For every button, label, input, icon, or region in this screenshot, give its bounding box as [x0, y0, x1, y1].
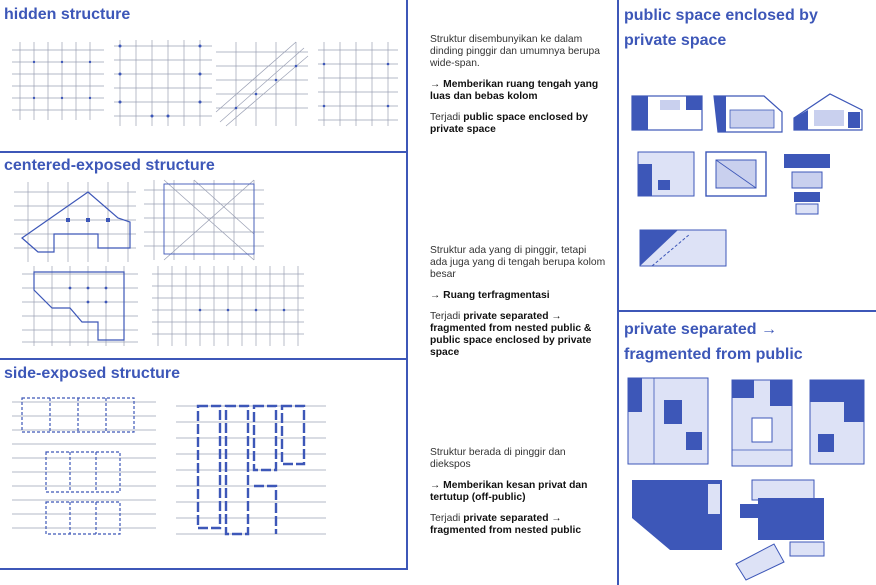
divider-right-vertical	[617, 0, 619, 585]
public-plan-6	[782, 152, 834, 216]
private-plan-3	[808, 378, 868, 468]
note-hidden-result: public space enclosed by private space	[430, 112, 588, 135]
note-centered	[430, 245, 606, 368]
heading-side-exposed-structure: side-exposed structure	[4, 365, 181, 382]
public-plan-3	[790, 90, 866, 134]
hidden-grid-3	[216, 42, 308, 126]
private-plan-2	[730, 378, 796, 468]
note-centered-result: private separated → fragmented from nested public & public space enclosed by private space	[430, 311, 592, 358]
note-side-result-prefix: Terjadi	[430, 513, 464, 524]
divider-centered-bottom	[0, 358, 407, 360]
hidden-grid-2	[114, 40, 212, 126]
note-side-effect: → Memberikan kesan privat dan tertutup (off-public)	[430, 480, 588, 503]
note-hidden-result-prefix: Terjadi	[430, 112, 464, 123]
public-plan-4	[636, 150, 698, 200]
public-plan-1	[630, 94, 706, 134]
heading-public-space-enclosed: public space enclosed by private space	[624, 7, 818, 49]
side-grid-2	[176, 396, 326, 544]
private-plan-4	[630, 478, 726, 552]
note-side	[430, 447, 606, 546]
hidden-grid-1	[12, 42, 104, 120]
divider-bottom	[0, 568, 407, 570]
centered-grid-2	[144, 180, 264, 260]
centered-grid-3	[22, 266, 138, 346]
note-centered-desc: Struktur ada yang di pinggir, tetapi ada juga yang di tengah berupa kolom besar	[430, 245, 606, 280]
public-plan-5	[704, 150, 770, 200]
note-centered-result-prefix: Terjadi	[430, 311, 464, 322]
private-plan-1	[626, 376, 712, 466]
heading-centered-exposed-structure: centered-exposed structure	[4, 157, 215, 174]
divider-right-middle	[618, 310, 876, 312]
note-side-desc: Struktur berada di pinggir dan diekspos	[430, 447, 566, 470]
side-grid-1	[12, 392, 156, 542]
heading-hidden-structure: hidden structure	[4, 6, 131, 23]
note-hidden-desc: Struktur disembunyikan ke dalam dinding pinggir dan umumnya berupa wide-span.	[430, 34, 601, 69]
public-plan-7	[638, 228, 730, 270]
note-centered-effect: → Ruang terfragmentasi	[430, 290, 550, 301]
centered-grid-1	[14, 182, 136, 262]
private-plan-5	[730, 478, 830, 582]
hidden-grid-4	[318, 42, 398, 126]
heading-private-separated: private separated → fragmented from public	[624, 321, 803, 363]
note-hidden	[430, 34, 606, 145]
public-plan-2	[710, 94, 786, 136]
note-side-result: private separated → fragmented from nested public	[430, 513, 582, 536]
divider-left-vertical	[406, 0, 408, 570]
note-hidden-effect: → Memberikan ruang tengah yang luas dan bebas kolom	[430, 79, 599, 102]
centered-grid-4	[152, 266, 304, 346]
